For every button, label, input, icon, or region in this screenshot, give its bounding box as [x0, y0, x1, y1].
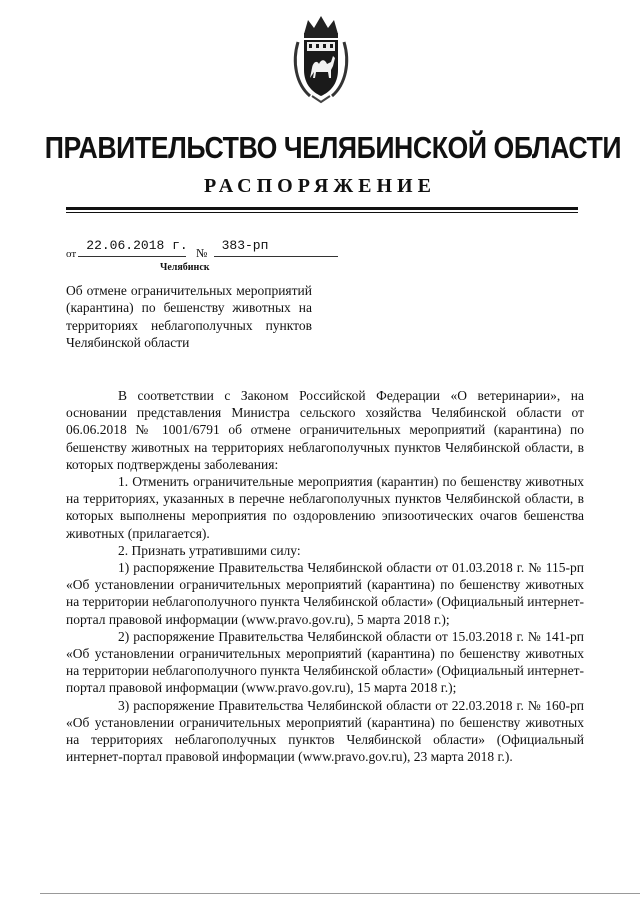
document-city: Челябинск [160, 262, 210, 273]
document-body [66, 387, 584, 765]
preamble-paragraph: В соответствии с Законом Российской Федерации «О ветеринарии», на основании представления Министра сельского хозяйства Челябинской области от 06.06.2018 № 1001/6791 об отмене ограничительных мероприятий (карантина) по бешенству животных на территориях неблагополучных пунктов Челябинской области, в которых подтверждены заболевания: [66, 388, 584, 472]
document-type: РАСПОРЯЖЕНИЕ [204, 175, 436, 197]
chelyabinsk-coat-of-arms-icon [290, 12, 352, 104]
document-meta [66, 238, 306, 260]
document-number: 383-рп [221, 238, 269, 253]
item-2-3-paragraph: 3) распоряжение Правительства Челябинской области от 22.03.2018 г. № 160-рп «Об установлении ограничительных мероприятий (карантина) по бешенству животных на территориях неблагополучных пунктов Челябинской области» (Официальный интернет-портал правовой информации (www.pravo.gov.ru), 23 марта 2018 г.). [66, 697, 584, 765]
date-prefix: от [66, 248, 77, 260]
item-2-1-paragraph: 1) распоряжение Правительства Челябинской области от 01.03.2018 г. № 115-рп «Об установлении ограничительных мероприятий (карантина) по бешенству животных на территории неблагополучного пункта Челябинской области» (Официальный интернет-портал правовой информации (www.pravo.gov.ru), 5 марта 2018 г.); [66, 560, 584, 627]
date-underline [78, 256, 186, 257]
document-date: 22.06.2018 г. [86, 238, 188, 253]
item-1-paragraph: 1. Отменить ограничительные мероприятия (карантин) по бешенству животных на территориях, указанных в перечне неблагополучных пунктов Челябинской области, в которых выполнены мероприятия по оздоровлению эпизоотических очагов бешенства животных (прилагается). [66, 474, 584, 541]
item-2-paragraph: 2. Признать утратившими силу: [118, 542, 301, 558]
number-underline [214, 256, 338, 257]
document-subject: Об отмене ограничительных мероприятий (карантина) по бешенству животных на территориях неблагополучных пунктов Челябинской области [66, 283, 312, 351]
number-sign: № [196, 246, 208, 260]
page-bottom-line [40, 893, 640, 894]
item-2-2-paragraph: 2) распоряжение Правительства Челябинской области от 15.03.2018 г. № 141-рп «Об установлении ограничительных мероприятий (карантина) по бешенству животных на территории неблагополучного пункта Челябинской области» (Официальный интернет-портал правовой информации (www.pravo.gov.ru), 15 марта 2018 г.); [66, 628, 584, 696]
header-rule-thick [66, 207, 578, 210]
government-title: ПРАВИТЕЛЬСТВО ЧЕЛЯБИНСКОЙ ОБЛАСТИ [44, 130, 622, 165]
header-rule-thin [66, 212, 578, 213]
